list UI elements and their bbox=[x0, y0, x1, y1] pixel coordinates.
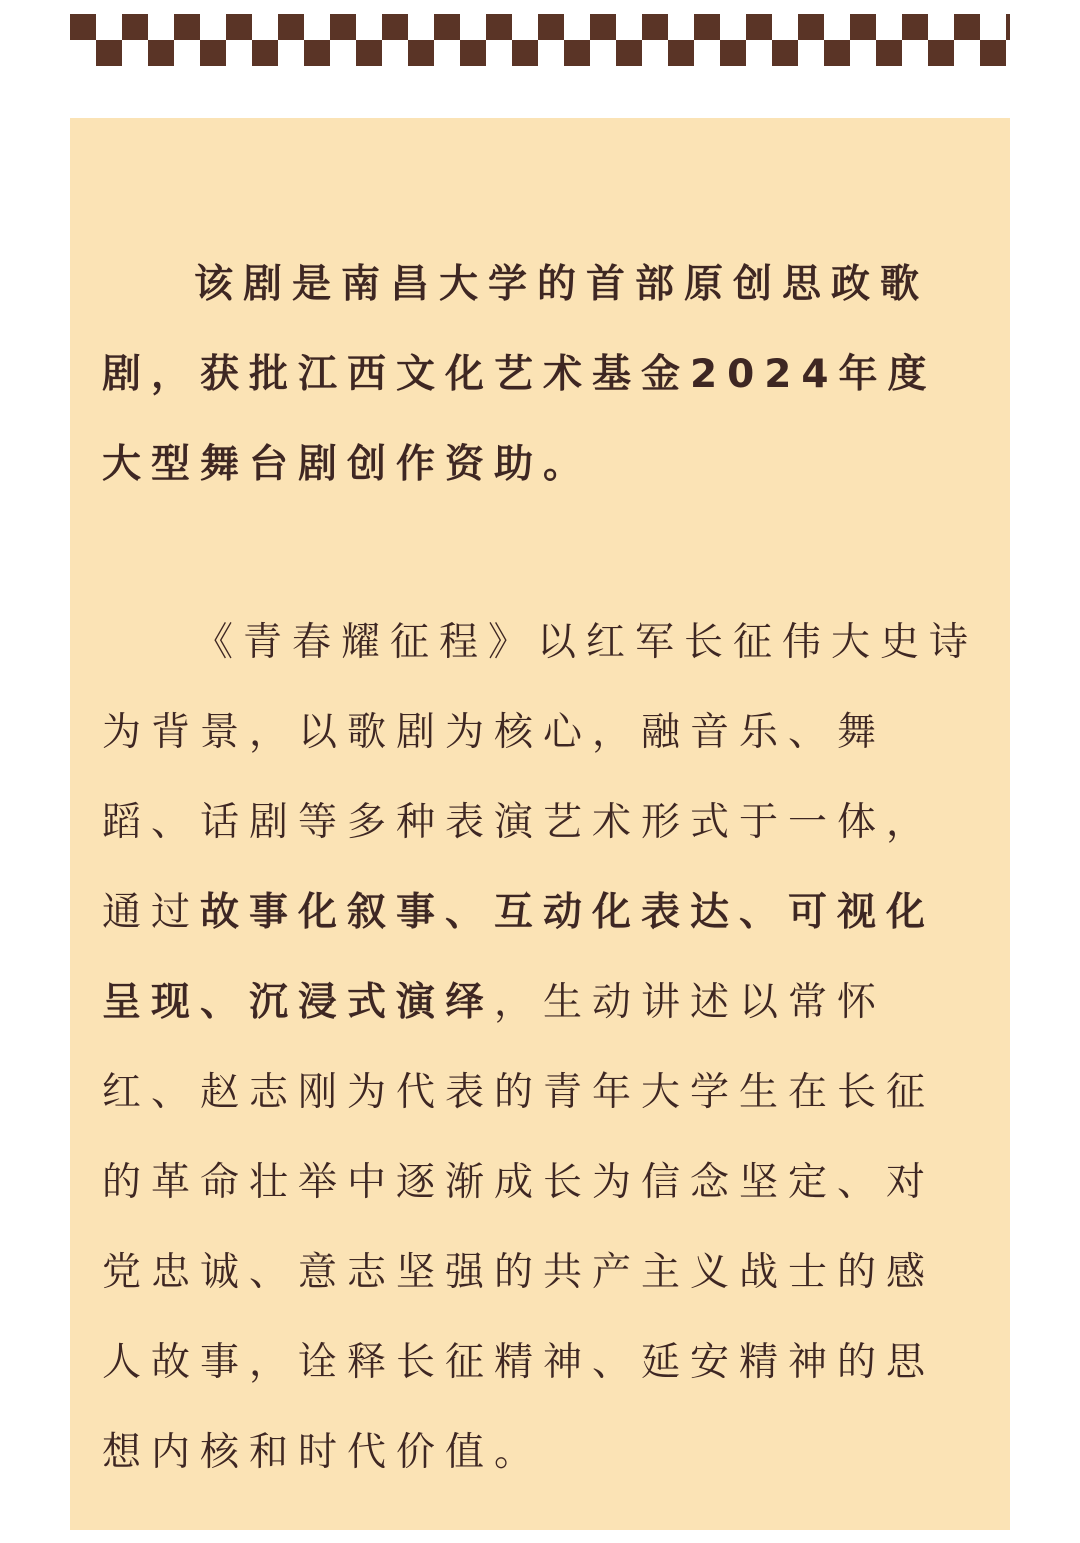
checker-square bbox=[850, 14, 876, 40]
checker-square bbox=[1006, 14, 1010, 40]
description-paragraph bbox=[102, 598, 978, 1498]
checker-square bbox=[330, 14, 356, 40]
checker-square bbox=[746, 14, 772, 40]
checker-square bbox=[252, 40, 278, 66]
checker-square bbox=[772, 40, 798, 66]
checker-square bbox=[356, 40, 382, 66]
checker-square bbox=[278, 14, 304, 40]
checker-square bbox=[590, 14, 616, 40]
checker-square bbox=[434, 14, 460, 40]
checker-square bbox=[538, 14, 564, 40]
checker-square bbox=[148, 40, 174, 66]
checker-square bbox=[928, 40, 954, 66]
checker-square bbox=[122, 14, 148, 40]
checker-square bbox=[720, 40, 746, 66]
checker-square bbox=[408, 40, 434, 66]
checker-square bbox=[824, 40, 850, 66]
checker-square bbox=[798, 14, 824, 40]
checker-square bbox=[902, 14, 928, 40]
text-card bbox=[70, 118, 1010, 1530]
checker-square bbox=[96, 40, 122, 66]
checker-square bbox=[304, 40, 330, 66]
checker-square bbox=[460, 40, 486, 66]
checker-square bbox=[694, 14, 720, 40]
description-text-part2: ，生动讲述以常怀红、赵志刚为代表的青年大学生在长征的革命壮举中逐渐成长为信念坚定、对党忠诚、意志坚强的共产主义战士的感人故事，诠释长征精神、延安精神的思想内核和时代价值。 bbox=[102, 980, 936, 1475]
checker-square bbox=[616, 40, 642, 66]
checker-square bbox=[642, 14, 668, 40]
checker-square bbox=[486, 14, 512, 40]
checker-square bbox=[382, 14, 408, 40]
checker-square bbox=[200, 40, 226, 66]
checker-square bbox=[954, 14, 980, 40]
checker-square bbox=[980, 40, 1006, 66]
checker-square bbox=[668, 40, 694, 66]
description-text-part1: 《青春耀征程》以红军长征伟大史诗为背景，以歌剧为核心，融音乐、舞蹈、话剧等多种表演艺术形式于一体，通过 bbox=[102, 620, 979, 935]
checker-square bbox=[564, 40, 590, 66]
checkered-border bbox=[70, 14, 1010, 66]
intro-paragraph: 该剧是南昌大学的首部原创思政歌剧，获批江西文化艺术基金2024年度大型舞台剧创作资助。 bbox=[102, 262, 937, 487]
checker-square bbox=[226, 14, 252, 40]
checker-square bbox=[70, 14, 96, 40]
checker-square bbox=[876, 40, 902, 66]
checker-square bbox=[174, 14, 200, 40]
description-highlight: 故事化叙事、互动化表达、可视化呈现、沉浸式演绎 bbox=[102, 890, 936, 1025]
checker-square bbox=[512, 40, 538, 66]
